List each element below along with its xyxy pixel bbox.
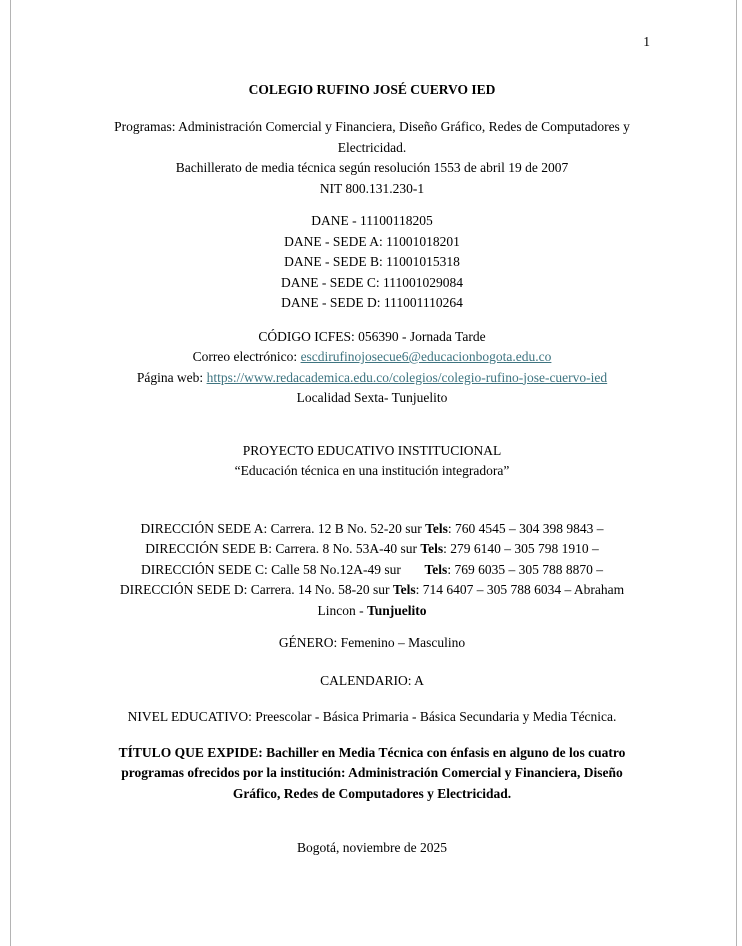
- programas-line-1: Programas: Administración Comercial y Financiera, Diseño Gráfico, Redes de Computadores y: [114, 119, 630, 134]
- direccion-d-phones: : 714 6407 – 305 788 6034 – Abraham: [415, 582, 625, 597]
- nit-text: NIT 800.131.230-1: [319, 180, 425, 196]
- document-date: Bogotá, noviembre de 2025: [297, 840, 447, 855]
- direcciones-block: [94, 519, 650, 622]
- direccion-sede-a: [140, 521, 603, 536]
- web-link[interactable]: https://www.redacademica.edu.co/colegios/colegio-rufino-jose-cuervo-ied: [206, 369, 608, 385]
- direccion-c-text: DIRECCIÓN SEDE C: Calle 58 No.12A-49 sur: [141, 561, 425, 577]
- icfes-code: CÓDIGO ICFES: 056390 - Jornada Tarde: [258, 328, 486, 344]
- web-label: Página web:: [136, 369, 207, 385]
- direccion-b-phones: : 279 6140 – 305 798 1910 –: [443, 541, 599, 556]
- direccion-a-phones: : 760 4545 – 304 398 9843 –: [447, 520, 604, 536]
- school-title: COLEGIO RUFINO JOSÉ CUERVO IED: [248, 81, 496, 97]
- email-line: [193, 349, 552, 364]
- direccion-sede-c: [141, 562, 603, 577]
- localidad-text: Localidad Sexta- Tunjuelito: [296, 390, 448, 405]
- direccion-sede-b: [145, 541, 599, 556]
- email-label: Correo electrónico:: [192, 349, 301, 364]
- pei-block: [94, 441, 650, 482]
- direccion-b-text: DIRECCIÓN SEDE B: Carrera. 8 No. 53A-40 sur: [145, 541, 421, 556]
- web-line: [137, 370, 607, 385]
- programas-line-2: Electricidad.: [337, 139, 407, 155]
- titulo-line-3: Gráfico, Redes de Computadores y Electricidad.: [232, 785, 512, 801]
- dane-block: [94, 211, 650, 314]
- genero-line: GÉNERO: Femenino – Masculino: [278, 635, 466, 650]
- bachillerato-text: Bachillerato de media técnica según resolución 1553 de abril 19 de 2007: [175, 160, 569, 175]
- page-left-edge: [10, 0, 11, 946]
- page-number: 1: [643, 34, 650, 49]
- direccion-a-tels-label: Tels: [425, 520, 448, 536]
- direccion-c-tels-label: Tels: [424, 561, 448, 577]
- nivel-educativo-line: NIVEL EDUCATIVO: Preescolar - Básica Primaria - Básica Secundaria y Media Técnica.: [127, 709, 617, 724]
- pei-title: PROYECTO EDUCATIVO INSTITUCIONAL: [242, 442, 502, 458]
- direccion-sede-d-wrap: [317, 603, 426, 618]
- page-right-edge: [736, 0, 737, 946]
- dane-sede-d: DANE - SEDE D: 111001110264: [281, 295, 463, 310]
- titulo-line-1: TÍTULO QUE EXPIDE: Bachiller en Media Técnica con énfasis en alguno de los cuatro: [118, 744, 626, 760]
- direccion-d-tels-label: Tels: [392, 582, 416, 597]
- titulo-line-2: programas ofrecidos por la institución: Administración Comercial y Financiera, Diseño: [121, 765, 623, 780]
- dane-main: DANE - 11100118205: [311, 213, 433, 228]
- direccion-c-phones: : 769 6035 – 305 788 8870 –: [447, 561, 603, 577]
- direccion-d-lincon: Lincon -: [317, 602, 367, 618]
- email-link[interactable]: escdirufinojosecue6@educacionbogota.edu.co: [300, 349, 552, 364]
- direccion-d-text: DIRECCIÓN SEDE D: Carrera. 14 No. 58-20 sur: [119, 582, 393, 597]
- contact-block: [94, 327, 650, 409]
- titulo-expide-block: [94, 743, 650, 805]
- dane-sede-b: DANE - SEDE B: 11001015318: [284, 254, 460, 269]
- dane-sede-a: DANE - SEDE A: 11001018201: [284, 233, 460, 249]
- direccion-a-text: DIRECCIÓN SEDE A: Carrera. 12 B No. 52-20 sur: [140, 520, 426, 536]
- page-content: [94, 0, 650, 859]
- pei-slogan: “Educación técnica en una institución integradora”: [234, 463, 510, 478]
- direccion-b-tels-label: Tels: [420, 541, 444, 556]
- direccion-sede-d: [120, 582, 624, 597]
- calendario-line: CALENDARIO: A: [320, 672, 424, 688]
- intro-paragraph: [94, 117, 650, 199]
- dane-sede-c: DANE - SEDE C: 111001029084: [281, 274, 463, 290]
- direccion-d-tunjuelito: Tunjuelito: [366, 602, 427, 618]
